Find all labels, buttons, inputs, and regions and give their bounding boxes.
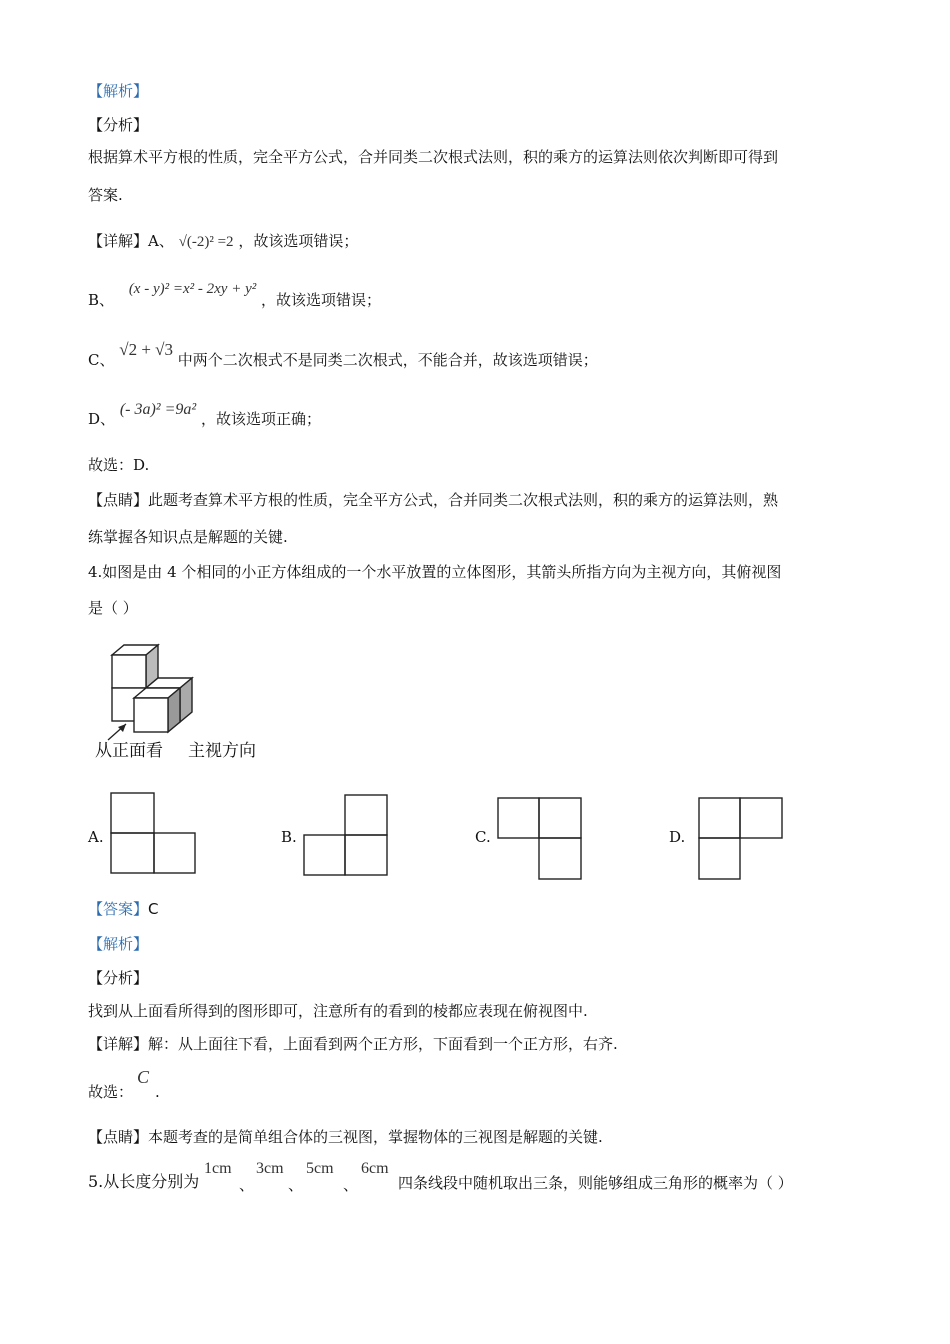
- option-b-figure[interactable]: [303, 794, 391, 878]
- comment-line-2-q3: 练掌握各知识点是解题的关键.: [88, 528, 288, 546]
- q5-length-1: 1cm: [204, 1160, 232, 1177]
- option-d-figure[interactable]: [698, 797, 786, 883]
- figure-caption-left: 从正面看: [95, 741, 163, 761]
- comment-line-1-q3: 【点睛】此题考查算术平方根的性质，完全平方公式，合并同类二次根式法则，积的乘方的运算法则，熟: [88, 491, 779, 509]
- choose-suffix-q4: .: [155, 1083, 160, 1101]
- detail-q4: 【详解】解：从上面往下看，上面看到两个正方形，下面看到一个正方形，右齐.: [88, 1035, 618, 1053]
- cube-stack: [112, 645, 192, 732]
- detail-d-math: (- 3a)² =9a²: [119, 401, 197, 418]
- comment-q4: 【点睛】本题考查的是简单组合体的三视图，掌握物体的三视图是解题的关键.: [88, 1128, 603, 1146]
- answer-tag: 【答案】: [88, 900, 149, 918]
- q4-stem-line-1: 4.如图是由 4 个相同的小正方体组成的一个水平放置的立体图形，其箭头所指方向为主视方向，其俯视图: [88, 563, 782, 581]
- q5-length-3: 5cm: [306, 1160, 334, 1177]
- option-a-figure[interactable]: [110, 792, 198, 876]
- analysis-line-1-q3: 根据算术平方根的性质，完全平方公式，合并同类二次根式法则，积的乘方的运算法则依次判断即可得到: [88, 148, 779, 166]
- detail-b-suffix: ，故该选项错误；: [261, 291, 382, 309]
- q5-sep-1: 、: [239, 1176, 255, 1194]
- detail-a-prefix: 【详解】A、: [88, 232, 174, 250]
- detail-a-row: [88, 231, 358, 252]
- option-d-label[interactable]: D.: [669, 828, 686, 846]
- fenxi-tag-q3: 【分析】: [88, 116, 149, 134]
- option-a-label[interactable]: A.: [88, 828, 104, 846]
- detail-d-suffix: ，故该选项正确；: [200, 410, 321, 428]
- answer-value: C: [148, 900, 159, 918]
- detail-b-prefix: B、: [88, 291, 115, 309]
- detail-b-row: [88, 281, 382, 311]
- q5-stem-prefix: 5.从长度分别为: [88, 1172, 200, 1191]
- analysis-q4: 找到从上面看所得到的图形即可，注意所有的看到的棱都应表现在俯视图中.: [88, 1002, 588, 1020]
- q5-sep-3: 、: [343, 1176, 359, 1194]
- q5-length-2: 3cm: [256, 1160, 284, 1177]
- q5-stem-suffix: 四条线段中随机取出三条，则能够组成三角形的概率为（ ）: [398, 1174, 793, 1192]
- q5-sep-2: 、: [288, 1176, 304, 1194]
- option-c-figure[interactable]: [497, 797, 585, 883]
- option-c-label[interactable]: C.: [475, 828, 491, 846]
- choose-prefix-q4: 故选：: [88, 1083, 134, 1101]
- choose-row-q4: [88, 1067, 160, 1102]
- detail-b-math: (x - y)² =x² - 2xy + y²: [128, 281, 257, 297]
- choose-q3: 故选：D.: [88, 456, 150, 474]
- figure-caption-right: 主视方向: [188, 741, 256, 761]
- q5-length-4: 6cm: [361, 1160, 389, 1177]
- detail-c-prefix: C、: [88, 351, 115, 369]
- answer-row-q4: [88, 899, 159, 919]
- detail-d-row: [88, 401, 321, 430]
- detail-c-math: √2 + √3: [119, 340, 174, 359]
- option-b-label[interactable]: B.: [281, 828, 297, 846]
- detail-d-prefix: D、: [88, 410, 116, 428]
- jiexi-tag-q4: 【解析】: [88, 935, 149, 953]
- analysis-line-2-q3: 答案.: [88, 186, 123, 204]
- fenxi-tag-q4: 【分析】: [88, 969, 149, 987]
- jiexi-tag-q3: 【解析】: [88, 82, 149, 100]
- detail-c-suffix: 中两个二次根式不是同类二次根式，不能合并，故该选项错误；: [177, 351, 598, 369]
- detail-a-math: √(-2)² =2: [178, 234, 234, 250]
- detail-a-suffix: ，故该选项错误；: [238, 232, 359, 250]
- q4-stem-line-2: 是（ ）: [88, 599, 138, 617]
- choose-value-q4: C: [137, 1067, 150, 1087]
- detail-c-row: [88, 340, 598, 370]
